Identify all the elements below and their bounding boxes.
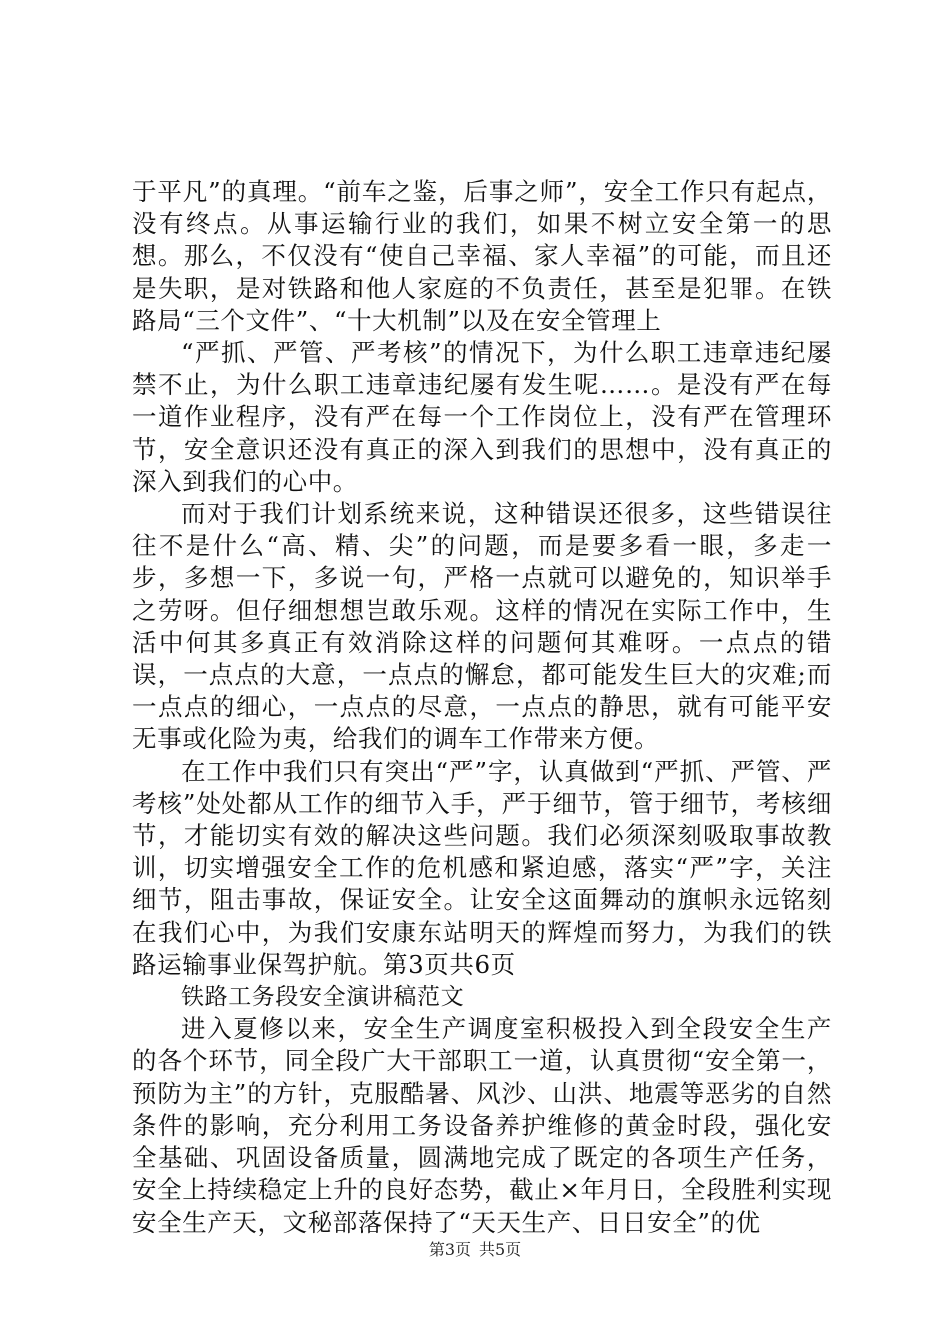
footer-total-pages: 共5页 — [479, 1240, 522, 1259]
paragraph-summer-maintenance: 进入夏修以来，安全生产调度室积极投入到全段安全生产的各个环节，同全段广大干部职工一道，认真贯彻“安全第一，预防为主”的方针，克服酷暑、风沙、山洪、地震等恶劣的自然条件的影响，充分利用工务设备养护维修的黄金时段，强化安全基础、巩固设备质量，圆满地完成了既定的各项生产任务，安全上持续稳定上升的良好态势，截止×年月日，全段胜利实现安全生产天，文秘部落保持了“天天生产、日日安全”的优 — [132, 1014, 832, 1237]
paragraph-planning-errors: 而对于我们计划系统来说，这种错误还很多，这些错误往往不是什么“高、精、尖”的问题，而是要多看一眼，多走一步，多想一下，多说一句，严格一点就可以避免的，知识举手之劳呀。但仔细想想岂敢乐观。这样的情况在实际工作中，生活中何其多真正有效消除这样的问题何其难呀。一点点的错误，一点点的大意，一点点的懈怠，都可能发生巨大的灾难;而一点点的细心，一点点的尽意，一点点的静思，就有可能平安无事或化险为夷，给我们的调车工作带来方便。 — [132, 499, 832, 754]
footer-current-page: 第3页 — [428, 1240, 471, 1259]
paragraph-focus-on-details: 在工作中我们只有突出“严”字，认真做到“严抓、严管、严考核”处处都从工作的细节入手，严于细节，管于细节，考核细节，才能切实有效的解决这些问题。我们必须深刻吸取事故教训，切实增强安全工作的危机感和紧迫感，落实“严”字，关注细节，阻击事故，保证安全。让安全这面舞动的旗帜永远铭刻在我们心中，为我们安康东站明天的辉煌而努力，为我们的铁路运输事业保驾护航。第3页共6页 — [132, 756, 832, 979]
page-footer — [0, 1240, 950, 1260]
document-body — [132, 176, 832, 1239]
section-title: 铁路工务段安全演讲稿范文 — [181, 984, 465, 1011]
paragraph-strict-management: “严抓、严管、严考核”的情况下，为什么职工违章违纪屡禁不止，为什么职工违章违纪屡有发生呢……。是没有严在每一道作业程序，没有严在每一个工作岗位上，没有严在管理环节，安全意识还没有真正的深入到我们的思想中，没有真正的深入到我们的心中。 — [132, 338, 832, 496]
paragraph-continuation: 于平凡”的真理。“前车之鉴，后事之师”，安全工作只有起点，没有终点。从事运输行业的我们，如果不树立安全第一的思想。那么，不仅没有“使自己幸福、家人幸福”的可能，而且还是失职，是对铁路和他人家庭的不负责任，甚至是犯罪。在铁路局“三个文件”、“十大机制”以及在安全管理上 — [132, 177, 832, 335]
